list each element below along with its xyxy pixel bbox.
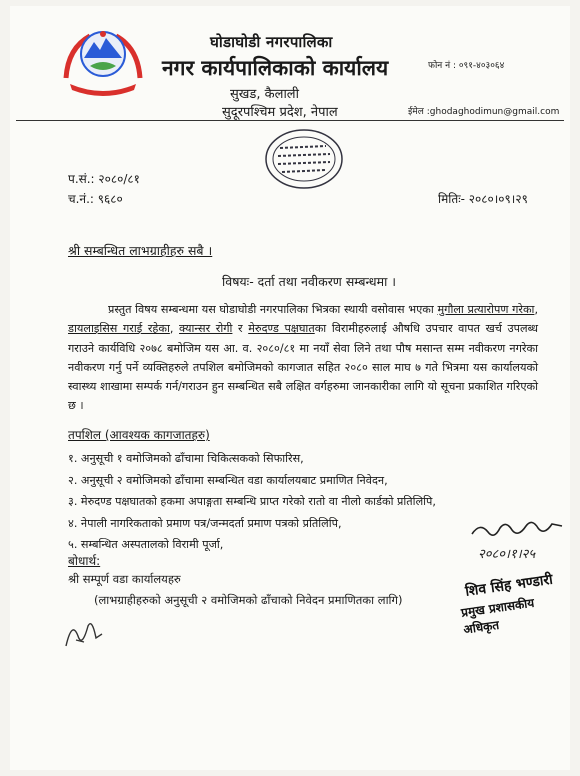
body-underlined-kidney: मुगौला प्रत्यारोपण गरेका [437, 303, 535, 316]
list-item: ४. नेपाली नागरिकताको प्रमाण पत्र/जन्मदर्ता प्रमाण पत्रको प्रतिलिपि, [68, 516, 342, 530]
dispatch-number: च.नं.: ९६८० [68, 192, 123, 206]
office-name: नगर कार्यपालिकाको कार्यालय [162, 56, 389, 80]
municipality-name: घोडाघोडी नगरपालिका [210, 33, 333, 51]
email-address: ईमेल :ghodaghodimun@gmail.com [408, 107, 560, 117]
initial-signature [62, 616, 108, 652]
list-item: २. अनुसूची २ वमोजिमको ढाँचामा सम्बन्धित वडा कार्यालयबाट प्रमाणित निवेदन, [68, 473, 388, 487]
subject-line: विषयः- दर्ता तथा नवीकरण सम्बन्धमा । [222, 274, 397, 289]
officer-name: शिव सिंह भण्डारी [464, 571, 554, 600]
body-underlined-cancer: क्यान्सर रोगी [179, 322, 233, 336]
list-item: ३. मेरुदण्ड पक्षघातको हकमा अपाङ्गता सम्बन्धि प्राप्त गरेको रातो वा नीलो कार्डको प्रतिलिपि, [68, 495, 436, 509]
header-divider [16, 120, 564, 121]
office-province: सुदूरपश्चिम प्रदेश, नेपाल [222, 105, 338, 120]
copy-to-recipient: श्री सम्पूर्ण वडा कार्यालयहरु [68, 572, 181, 586]
body-text: र [232, 322, 249, 336]
list-item: ५. सम्बन्धित अस्पतालको विरामी पूर्जा, [68, 538, 224, 552]
letter-page [10, 6, 570, 770]
signature-date: २०८०।१।२५ [478, 547, 536, 562]
office-stamp [262, 126, 346, 192]
office-place: सुखड, कैलाली [230, 87, 299, 102]
letter-reference-number: प.सं.: २०८०/८१ [68, 172, 140, 186]
required-documents-list [68, 448, 436, 556]
nepal-emblem-icon [60, 18, 146, 100]
required-documents-title: तपशिल (आवश्यक कागजातहरु) [68, 428, 210, 442]
body-text: , [534, 303, 539, 316]
notice-body-paragraph [68, 300, 538, 416]
body-text: का विरामीहरुलाई औषधि उपचार वापत खर्च उपलब्ध गराउने कार्यविधि २०७८ बमोजिम यस आ. व. २०८०/८१ मा नयाँ सेवा लिने तथा पौष मसान्त सम्म नवीकरण नगरेका नवीकरण गर्नु पर्ने व्यक्तिहरुले तपशिल बमोजिमको कागजात सहित २०८० साल माघ ७ गते भित्रमा यस कार्यालयको स्वास्थ्य शाखामा सम्पर्क गर्न/गराउन हुन सम्बन्धित सबै लक्षित वर्गहरुमा जानकारीका लागि यो सूचना प्रकाशित गरिएको छ । [68, 322, 538, 413]
recipient-line: श्री सम्बन्धित लाभग्राहीहरु सबै । [68, 243, 213, 258]
phone-number: फोन नं : ०९१-४०३०६४ [428, 61, 505, 71]
body-text: , [169, 322, 180, 336]
body-text: प्रस्तुत विषय सम्बन्धमा यस घोडाघोडी नगरपालिका भित्रका स्थायी वसोवास भएका [108, 303, 438, 316]
officer-title: प्रमुख प्रशासकीय अधिकृत [460, 595, 536, 637]
body-underlined-dialysis: डायलाइसिस गराई रहेका [68, 322, 170, 336]
body-underlined-spinal: मेरुदण्ड पक्षघात [248, 322, 315, 336]
copy-to-purpose: (लाभग्राहीहरुको अनुसूची २ वमोजिमको ढाँचाको निवेदन प्रमाणितका लागि) [94, 593, 403, 607]
handwritten-signature [466, 514, 576, 564]
list-item: १. अनुसूची १ वमोजिमको ढाँचामा चिकित्सकको सिफारिस, [68, 452, 304, 465]
copy-to-title: बोधार्थ: [68, 554, 101, 568]
letter-date: मितिः- २०८०।०९।२९ [438, 192, 528, 206]
